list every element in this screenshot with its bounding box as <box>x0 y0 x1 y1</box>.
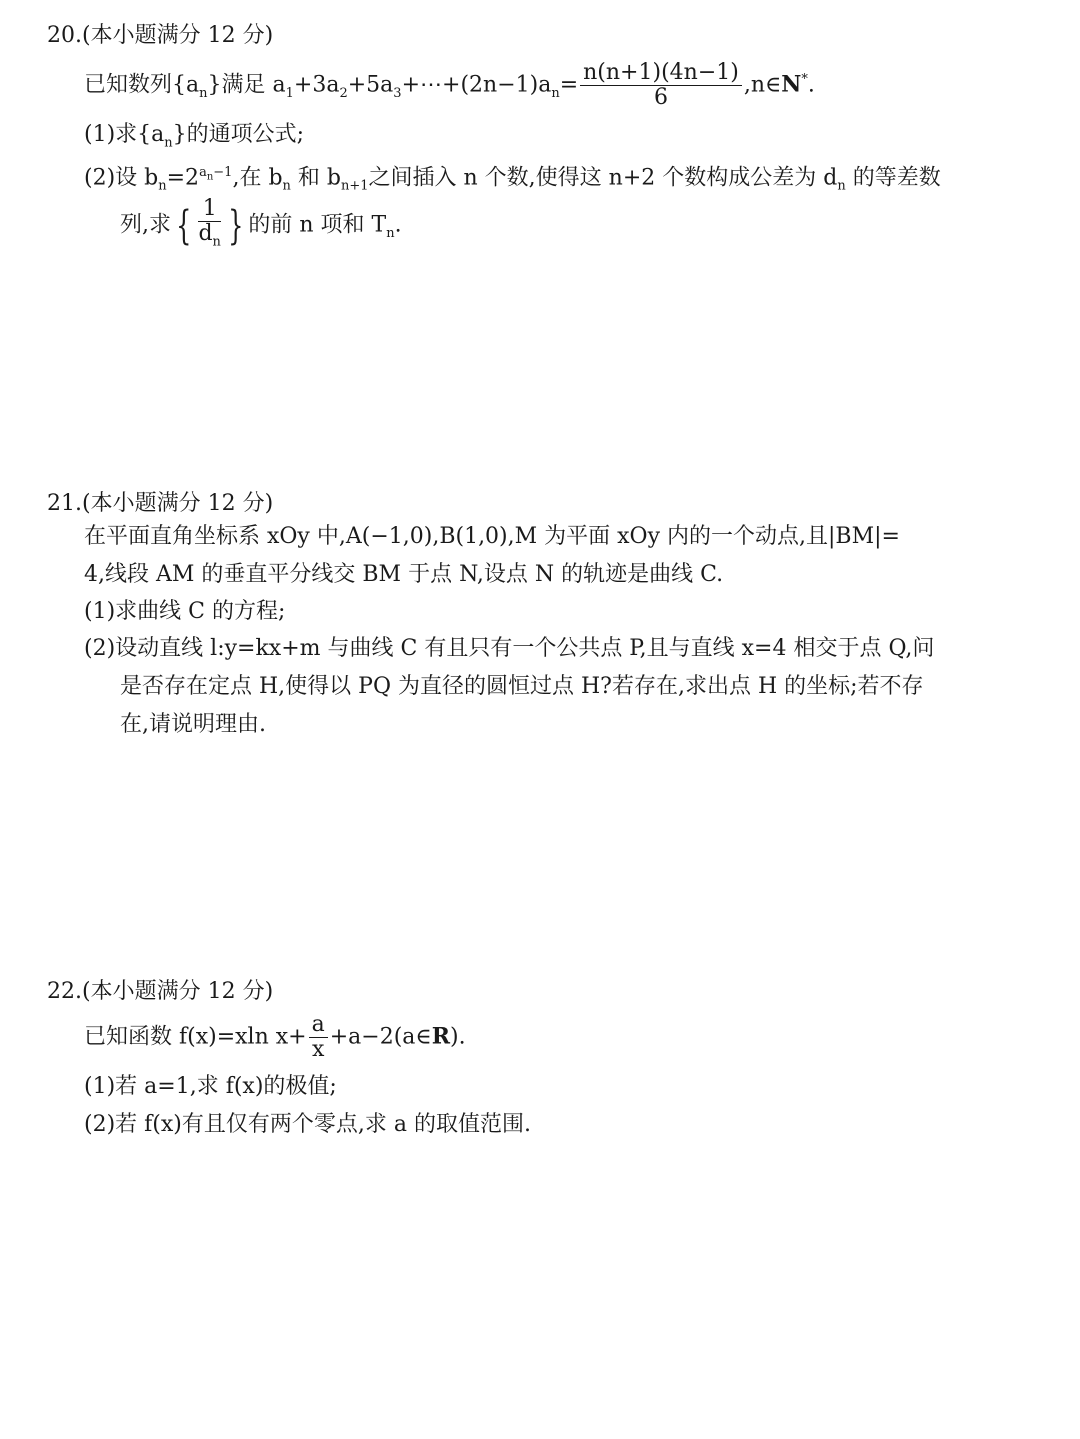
right-brace: } <box>228 202 244 249</box>
problem-points: (本小题满分 12 分) <box>82 979 274 1004</box>
problem-21-heading <box>47 486 273 517</box>
problem-21-stem-line-1: 在平面直角坐标系 xOy 中,A(−1,0),B(1,0),M 为平面 xOy 内的一个动点,且|BM|= <box>84 524 900 549</box>
problem-points: (本小题满分 12 分) <box>82 23 274 48</box>
fraction: $\frac{n(n+1)(4n-1)}{6}$ <box>580 62 742 109</box>
problem-20-stem: 已知数列$\{a_n\}$满足 $a_1+3a_2+5a_3+\cdots+(2n-1)a_n=$ $\frac{n(n+1)(4n-1)}{6}$ ,n∈N*. <box>84 60 815 110</box>
problem-number: 21. <box>47 491 82 516</box>
problem-points: (本小题满分 12 分) <box>82 491 274 516</box>
problem-20-part-2-line-2: 列,求 { $\frac{1}{d_n}$ } 的前 n 项和 $T_n$. <box>120 198 1040 252</box>
problem-22-part-1: (1)若 a=1,求 f(x)的极值; <box>84 1074 337 1099</box>
left-brace: { <box>176 202 192 249</box>
fraction: $\frac{1}{d_n}$ <box>198 196 221 250</box>
problem-21-part-1: (1)求曲线 C 的方程; <box>84 599 286 624</box>
problem-20-part-2-line-1: (2)设 $b_n=2^{a_n-1}$,在 $b_n$ 和 $b_{n+1}$之间插入 n 个数,使得这 n+2 个数构成公差为 $d_n$ 的等差数 <box>84 165 941 194</box>
fraction: $\frac{a}{x}$ <box>309 1014 328 1061</box>
problem-number: 22. <box>47 979 82 1004</box>
problem-21-part-2-line-2: 是否存在定点 H,使得以 PQ 为直径的圆恒过点 H?若存在,求出点 H 的坐标;若不存 <box>120 674 924 699</box>
problem-22-heading <box>47 974 273 1005</box>
problem-22-part-2: (2)若 f(x)有且仅有两个零点,求 a 的取值范围. <box>84 1112 531 1137</box>
problem-20-heading <box>47 18 273 49</box>
problem-21-part-2-line-1: (2)设动直线 l:y=kx+m 与曲线 C 有且只有一个公共点 P,且与直线 x=4 相交于点 Q,问 <box>84 636 935 661</box>
problem-number: 20. <box>47 23 82 48</box>
problem-20-part-1: (1)求$\{a_n\}$的通项公式; <box>84 122 305 151</box>
problem-21-part-2-line-3: 在,请说明理由. <box>120 712 266 737</box>
problem-22-stem: 已知函数 f(x)=xln x+ $\frac{a}{x}$ +a−2(a∈R). <box>84 1012 466 1062</box>
problem-21-stem-line-2: 4,线段 AM 的垂直平分线交 BM 于点 N,设点 N 的轨迹是曲线 C. <box>84 562 724 587</box>
